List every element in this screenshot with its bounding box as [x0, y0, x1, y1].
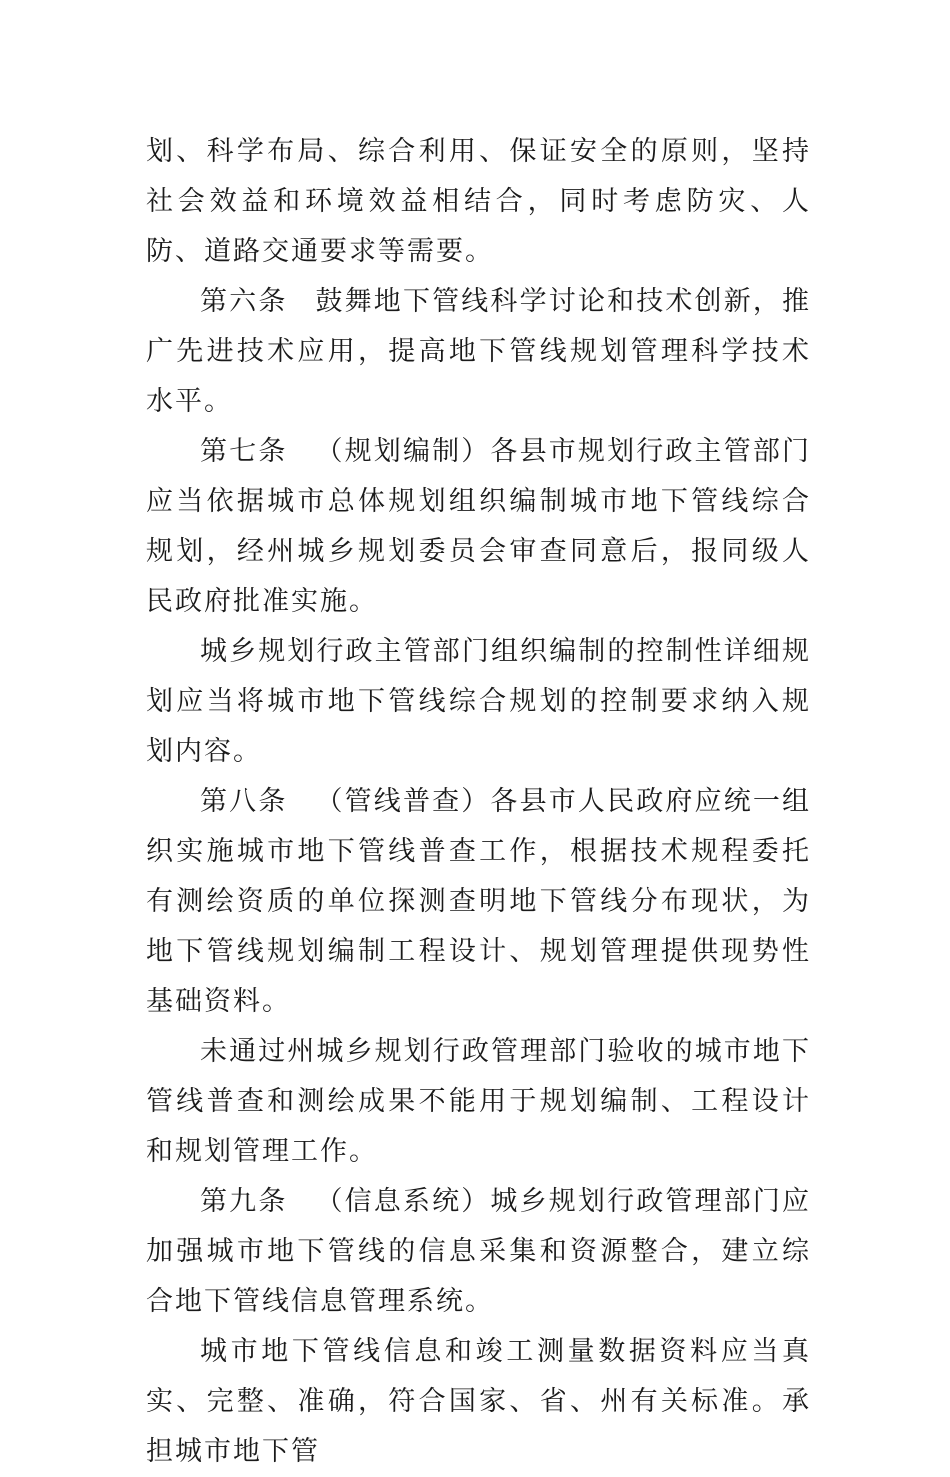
article-number: 第六条	[200, 286, 288, 317]
paragraph-text: （规划编制）各县市规划行政主管部门应当依据城市总体规划组织编制城市地下管线综合规划，经州城乡规划委员会审查同意后，报同级人民政府批准实施。	[146, 436, 812, 617]
paragraph-article-6	[146, 277, 811, 427]
article-number: 第八条	[200, 786, 288, 817]
paragraph-article-8	[146, 777, 811, 1027]
paragraph-article-9-cont	[146, 1327, 811, 1477]
article-number: 第九条	[200, 1186, 288, 1217]
paragraph-text: （信息系统）城乡规划行政管理部门应加强城市地下管线的信息采集和资源整合，建立综合地下管线信息管理系统。	[146, 1186, 812, 1317]
paragraph-1	[146, 127, 811, 277]
paragraph-article-9	[146, 1177, 811, 1327]
paragraph-text: 未通过州城乡规划行政管理部门验收的城市地下管线普查和测绘成果不能用于规划编制、工程设计和规划管理工作。	[146, 1036, 811, 1167]
paragraph-text: 鼓舞地下管线科学讨论和技术创新，推广先进技术应用，提高地下管线规划管理科学技术水平。	[146, 286, 812, 417]
paragraph-article-7	[146, 427, 811, 627]
paragraph-article-7-cont	[146, 627, 811, 777]
paragraph-article-8-cont	[146, 1027, 811, 1177]
paragraph-text: 城乡规划行政主管部门组织编制的控制性详细规划应当将城市地下管线综合规划的控制要求纳入规划内容。	[146, 636, 811, 767]
article-number: 第七条	[200, 436, 288, 467]
document-body	[146, 127, 811, 1477]
paragraph-text: 城市地下管线信息和竣工测量数据资料应当真实、完整、准确，符合国家、省、州有关标准。承担城市地下管	[146, 1336, 811, 1467]
paragraph-text: （管线普查）各县市人民政府应统一组织实施城市地下管线普查工作，根据技术规程委托有测绘资质的单位探测查明地下管线分布现状，为地下管线规划编制工程设计、规划管理提供现势性基础资料。	[146, 786, 812, 1017]
paragraph-text: 划、科学布局、综合利用、保证安全的原则，坚持社会效益和环境效益相结合，同时考虑防灾、人防、道路交通要求等需要。	[146, 136, 811, 267]
